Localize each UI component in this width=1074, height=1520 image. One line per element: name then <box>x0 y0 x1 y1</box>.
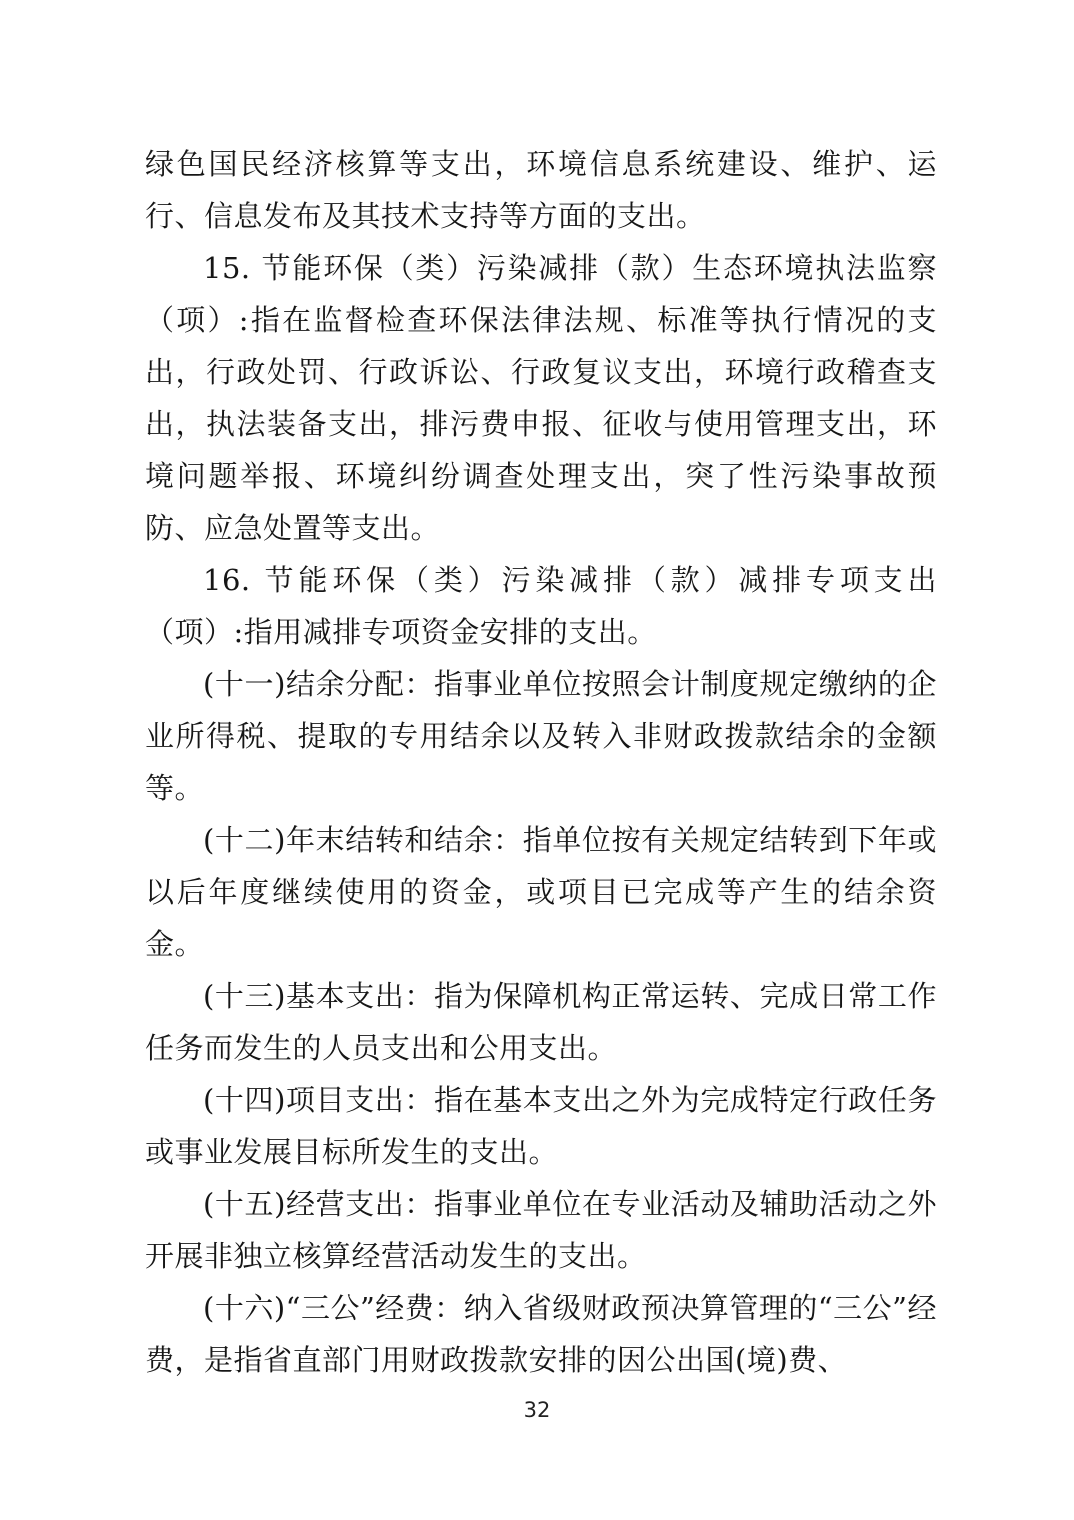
document-body <box>145 138 937 1386</box>
paragraph-item-12-year-end-carryover: (十二)年末结转和结余：指单位按有关规定结转到下年或以后年度继续使用的资金，或项目已完成等产生的结余资金。 <box>145 823 937 961</box>
paragraph-item-11-surplus-distribution: (十一)结余分配：指事业单位按照会计制度规定缴纳的企业所得税、提取的专用结余以及转入非财政拨款结余的金额等。 <box>145 667 937 805</box>
paragraph-item-16: 16. 节能环保（类）污染减排（款）减排专项支出（项）:指用减排专项资金安排的支出。 <box>145 563 937 649</box>
paragraph-item-13-basic-expenditure: (十三)基本支出：指为保障机构正常运转、完成日常工作任务而发生的人员支出和公用支出。 <box>145 979 937 1065</box>
page-number: 32 <box>523 1398 551 1422</box>
paragraph-item-16-three-public-funds: (十六)“三公”经费：纳入省级财政预决算管理的“三公”经费，是指省直部门用财政拨款安排的因公出国(境)费、 <box>145 1291 937 1377</box>
paragraph-item-15-operating-expenditure: (十五)经营支出：指事业单位在专业活动及辅助活动之外开展非独立核算经营活动发生的支出。 <box>145 1187 937 1273</box>
paragraph-item-15: 15. 节能环保（类）污染减排（款）生态环境执法监察（项）:指在监督检查环保法律法规、标准等执行情况的支出，行政处罚、行政诉讼、行政复议支出，环境行政稽查支出，执法装备支出，排污费申报、征收与使用管理支出，环境问题举报、环境纠纷调查处理支出，突了性污染事故预防、应急处置等支出。 <box>145 251 937 545</box>
paragraph-continuation: 绿色国民经济核算等支出，环境信息系统建设、维护、运行、信息发布及其技术支持等方面的支出。 <box>145 147 937 233</box>
paragraph-item-14-project-expenditure: (十四)项目支出：指在基本支出之外为完成特定行政任务或事业发展目标所发生的支出。 <box>145 1083 937 1169</box>
